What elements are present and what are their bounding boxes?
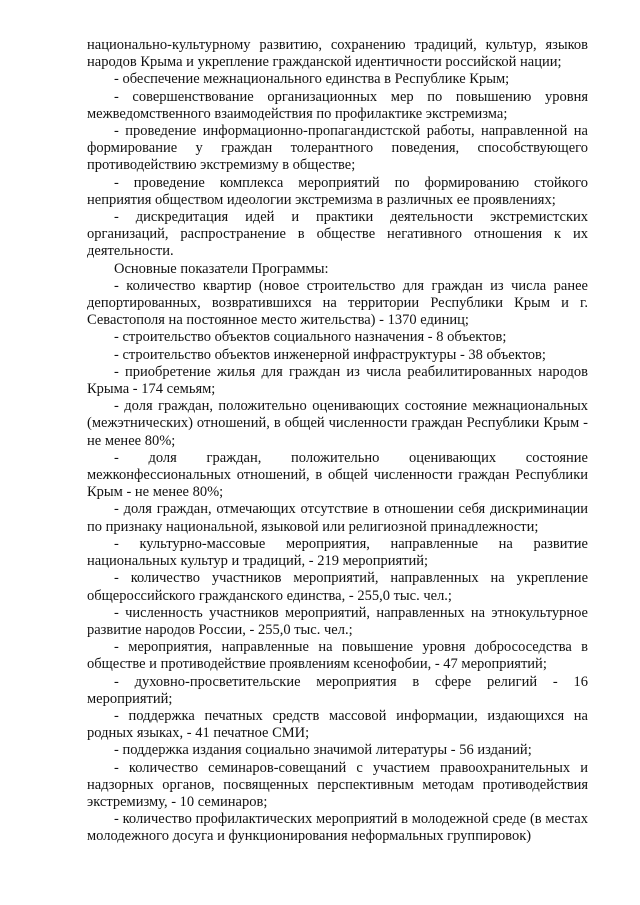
indicator-item: - приобретение жилья для граждан из числа реабилитированных народов Крыма - 174 семьям; <box>87 363 588 398</box>
indicator-item: - строительство объектов инженерной инфраструктуры - 38 объектов; <box>114 346 546 363</box>
indicator-item: - доля граждан, отмечающих отсутствие в отношении себя дискриминации по признаку национальной, языковой или религиозной принадлежности; <box>87 501 588 535</box>
goal-item-unity: - обеспечение межнационального единства в Республике Крым; <box>114 71 510 88</box>
indicator-item: - культурно-массовые мероприятия, направленные на развитие национальных культур и традиций, - 219 мероприятий; <box>87 535 588 570</box>
goal-item-discreditation: - дискредитация идей и практики деятельности экстремистских организаций, распространение в обществе негативного отношения к их деятельности. <box>87 209 588 260</box>
indicator-item: - поддержка издания социально значимой литературы - 56 изданий; <box>114 742 532 759</box>
indicator-item: - численность участников мероприятий, направленных на этнокультурное развитие народов России, - 255,0 тыс. чел.; <box>87 604 588 638</box>
indicator-item: - количество профилактических мероприятий в молодежной среде (в местах молодежного досуга и функционирования неформальных группировок) <box>87 811 588 845</box>
indicator-item: - количество квартир (новое строительство для граждан из числа ранее депортированных, возвратившихся на территории Республики Крым и г. Севастополя на постоянное место жительства) - 1370 единиц; <box>87 277 588 329</box>
indicator-item: - строительство объектов социального назначения - 8 объектов; <box>114 329 507 346</box>
indicators-heading: Основные показатели Программы: <box>114 260 329 277</box>
indicator-item: - поддержка печатных средств массовой информации, издающихся на родных языках, - 41 печатное СМИ; <box>87 707 588 742</box>
indicator-item: - духовно-просветительские мероприятия в сфере религий - 16 мероприятий; <box>87 673 588 707</box>
indicator-item: - количество семинаров-совещаний с участием правоохранительных и надзорных органов, посвященных перспективным методам противодействия экстремизму, - 10 семинаров; <box>87 759 588 810</box>
goal-item-propaganda: - проведение информационно-пропагандистской работы, направленной на формирование у граждан толерантного поведения, способствующего противодействию экстремизму в обществе; <box>87 123 588 174</box>
indicator-item: - доля граждан, положительно оценивающих состояние межнациональных (межэтнических) отношений, в общей численности граждан Республики Крым - не менее 80%; <box>87 398 588 449</box>
paragraph-continuation: национально-культурному развитию, сохранению традиций, культур, языков народов Крыма и укрепление гражданской идентичности российской нации; <box>87 37 588 71</box>
indicator-item: - мероприятия, направленные на повышение уровня добрососедства в обществе и противодействие проявлениям ксенофобии, - 47 мероприятий; <box>87 639 588 673</box>
goal-item-interaction: - совершенствование организационных мер по повышению уровня межведомственного взаимодействия по профилактике экстремизма; <box>87 88 588 122</box>
indicator-item: - доля граждан, положительно оценивающих состояние межконфессиональных отношений, в общей численности граждан Республики Крым - не менее 80%; <box>87 449 588 501</box>
goal-item-rejection: - проведение комплекса мероприятий по формированию стойкого неприятия обществом идеологии экстремизма в различных ее проявлениях; <box>87 174 588 208</box>
indicator-item: - количество участников мероприятий, направленных на укрепление общероссийского гражданского единства, - 255,0 тыс. чел.; <box>87 570 588 604</box>
